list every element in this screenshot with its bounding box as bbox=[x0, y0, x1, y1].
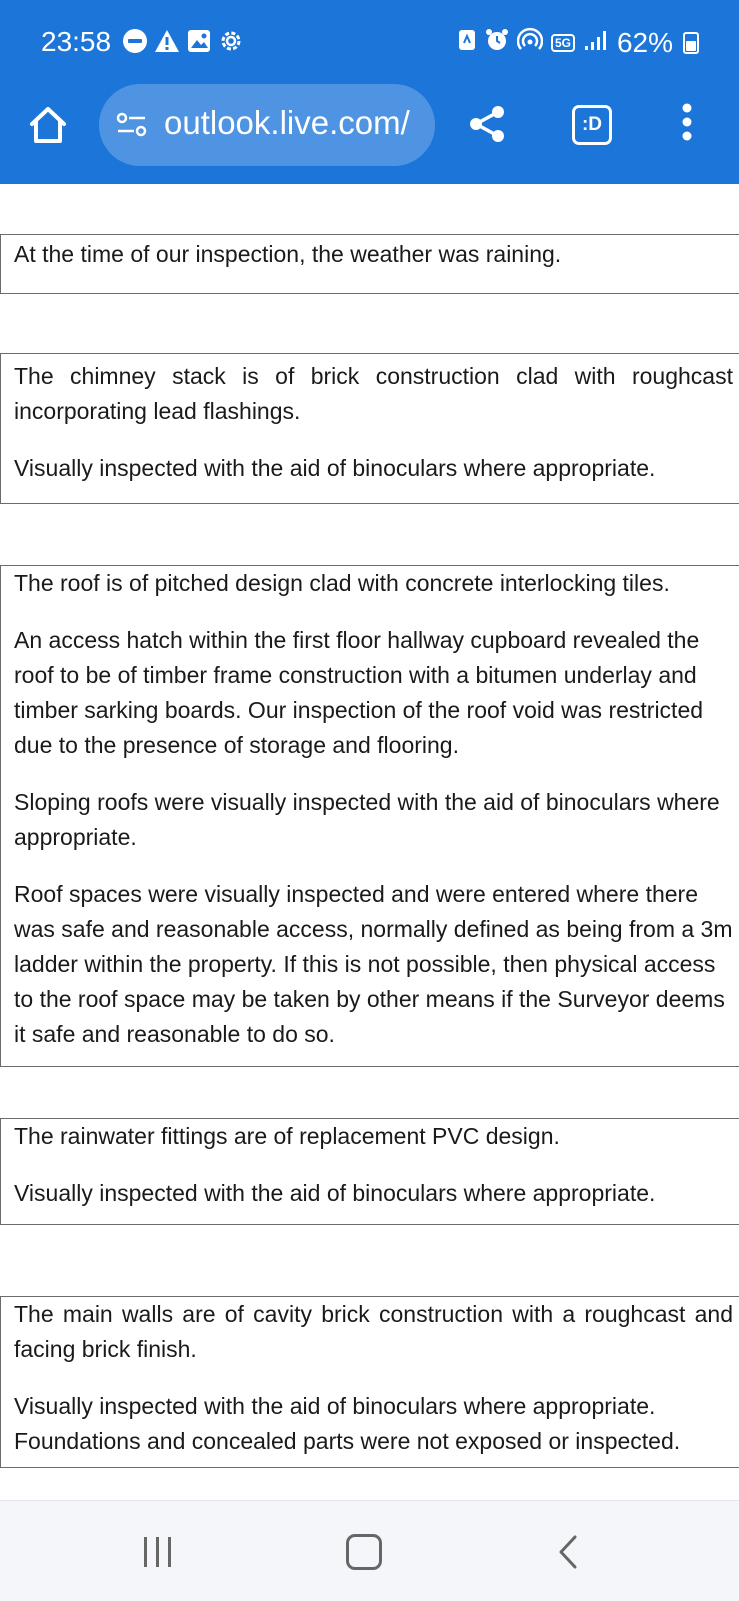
status-bar bbox=[0, 22, 739, 66]
weather-section bbox=[0, 234, 739, 294]
walls-section bbox=[0, 1296, 739, 1468]
status-icons-right bbox=[457, 26, 699, 59]
url-text[interactable]: outlook.live.com/ bbox=[164, 104, 410, 141]
section-paragraph: Roof spaces were visually inspected and were entered where there was safe and reasonable access, normally defined as being from a 3m ladder within the property. If this is not possible, then physical access to the roof space may be taken by other means if the Surveyor deems it safe and reasonable to do so. bbox=[14, 881, 733, 1047]
address-bar[interactable] bbox=[99, 84, 435, 166]
browser-header bbox=[0, 0, 739, 184]
section-paragraph: The roof is of pitched design clad with concrete interlocking tiles. bbox=[14, 570, 670, 596]
home-icon[interactable] bbox=[28, 106, 68, 149]
section-paragraph: At the time of our inspection, the weather was raining. bbox=[14, 241, 562, 267]
roof-section bbox=[0, 565, 739, 1067]
battery-icon bbox=[683, 32, 699, 54]
email-body bbox=[0, 184, 739, 1500]
more-menu-icon[interactable] bbox=[681, 102, 693, 147]
section-paragraph: The chimney stack is of brick construction clad with roughcast incorporating lead flashings. bbox=[14, 363, 733, 424]
back-icon[interactable] bbox=[557, 1535, 579, 1574]
rainwater-section bbox=[0, 1118, 739, 1225]
tabs-icon[interactable]: :D bbox=[572, 105, 612, 145]
battery-percent: 62% bbox=[616, 26, 673, 58]
do-not-disturb-icon bbox=[122, 28, 148, 59]
nfc-icon bbox=[457, 27, 477, 59]
section-paragraph: Visually inspected with the aid of binoculars where appropriate. bbox=[14, 1180, 656, 1206]
section-paragraph: The rainwater fittings are of replacement PVC design. bbox=[14, 1123, 560, 1149]
section-paragraph: The main walls are of cavity brick construction with a roughcast and facing brick finish. bbox=[14, 1301, 733, 1362]
network-type-badge: 5G bbox=[551, 34, 575, 52]
section-paragraph: Visually inspected with the aid of binoculars where appropriate. bbox=[14, 455, 656, 481]
section-paragraph: An access hatch within the first floor hallway cupboard revealed the roof to be of timber frame construction with a bitumen underlay and timber sarking boards. Our inspection of the roof void was restricted due to the presence of storage and flooring. bbox=[14, 627, 704, 758]
chimney-section bbox=[0, 353, 739, 504]
browser-toolbar bbox=[0, 84, 739, 168]
status-time: 23:58 bbox=[41, 26, 112, 57]
gallery-icon bbox=[186, 28, 212, 59]
section-paragraph: Visually inspected with the aid of binoculars where appropriate. Foundations and concealed parts were not exposed or inspected. bbox=[14, 1393, 681, 1454]
section-paragraph: Sloping roofs were visually inspected with the aid of binoculars where appropriate. bbox=[14, 789, 720, 850]
recent-apps-icon[interactable] bbox=[142, 1537, 174, 1572]
alarm-icon bbox=[485, 27, 509, 59]
site-settings-icon[interactable] bbox=[115, 112, 149, 143]
settings-icon bbox=[218, 28, 244, 59]
hotspot-icon bbox=[517, 26, 543, 59]
system-nav-bar bbox=[0, 1500, 739, 1601]
home-nav-icon[interactable] bbox=[346, 1534, 382, 1570]
warning-icon bbox=[154, 28, 180, 59]
status-icons-left bbox=[122, 28, 244, 59]
share-icon[interactable] bbox=[467, 104, 507, 149]
signal-icon bbox=[583, 27, 609, 59]
